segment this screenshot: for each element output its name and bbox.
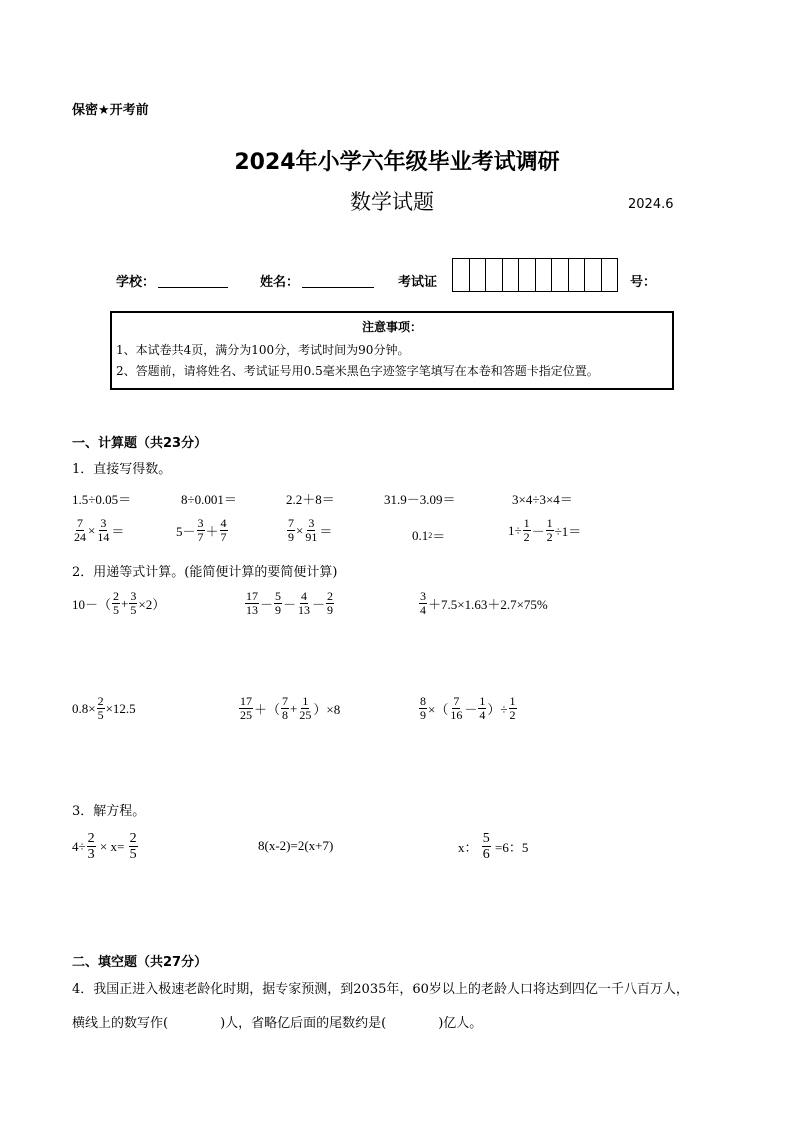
exam-id-cell[interactable] — [569, 259, 586, 291]
fraction: $\frac{1}{2}$ — [509, 694, 516, 722]
question-1-title: 1．直接写得数。 — [72, 462, 172, 477]
question-4-line-1: 4．我国正进入极速老龄化时期，据专家预测，到2035年，60岁以上的老龄人口将达到四亿一千八百万人， — [72, 982, 689, 997]
fraction: $\frac{1}{4}$ — [479, 694, 486, 722]
exam-id-label: 考试证 — [398, 275, 438, 290]
fraction: $\frac{2}{9}$ — [327, 589, 334, 617]
fraction: $\frac{3}{4}$ — [420, 589, 426, 617]
question-3-title: 3．解方程。 — [72, 804, 146, 819]
calc-item: 8÷0.001＝ — [181, 492, 237, 507]
calc-item: 3×4÷3×4＝ — [512, 492, 573, 507]
school-label: 学校： — [116, 275, 156, 290]
name-label: 姓名： — [260, 275, 300, 290]
fraction: $\frac{3}{7}$ — [197, 516, 204, 544]
question-4-line-2: 横线上的数写作( )人，省略亿后面的尾数约是( )亿人。 — [72, 1016, 483, 1031]
question-2-title: 2．用递等式计算。(能简便计算的要简便计算) — [72, 565, 338, 580]
calc-item: 5－ $\frac{3}{7}$ ＋ $\frac{4}{7}$ — [176, 516, 227, 544]
exam-id-cell[interactable] — [602, 259, 618, 291]
calc-item: $\frac{17}{13}$ － $\frac{5}{9}$ － $\frac{4}{13}$ － $\frac{2}{9}$ — [246, 589, 334, 617]
equation-item: 4÷ $\frac{2}{3}$ × x= $\frac{2}{5}$ — [72, 831, 137, 862]
calc-item: 1.5÷0.05＝ — [72, 492, 132, 507]
fraction: $\frac{5}{6}$ — [482, 831, 490, 862]
section-2-title: 二、填空题（共27分） — [72, 955, 208, 970]
calc-item: 31.9－3.09＝ — [384, 492, 456, 507]
exam-id-cell[interactable] — [470, 259, 487, 291]
fraction: $\frac{1}{2}$ — [523, 516, 530, 544]
fraction: $\frac{2}{3}$ — [87, 831, 95, 862]
calc-item: $\frac{17}{25}$ ＋（ $\frac{7}{8}$ + $\frac{1}{25}$ ）×8 — [240, 694, 341, 722]
exam-id-cell[interactable] — [536, 259, 553, 291]
notice-box — [110, 311, 674, 390]
fraction: $\frac{1}{25}$ — [299, 694, 312, 722]
exam-id-cell[interactable] — [486, 259, 503, 291]
exam-id-cell[interactable] — [585, 259, 602, 291]
fraction: $\frac{1}{2}$ — [546, 516, 553, 544]
confidential-label: 保密★开考前 — [72, 103, 149, 118]
fraction: $\frac{3}{91}$ — [305, 516, 318, 544]
fraction: $\frac{8}{9}$ — [420, 694, 426, 722]
school-blank[interactable] — [158, 287, 228, 288]
calc-item: $\frac{3}{4}$ ＋7.5×1.63＋2.7×75% — [420, 589, 548, 617]
calc-item: $\frac{7}{9}$ × $\frac{3}{91}$ ＝ — [288, 516, 333, 544]
equation-item: 8(x-2)=2(x+7) — [258, 838, 334, 853]
calc-item: $\frac{8}{9}$ ×（ $\frac{7}{16}$ － $\frac{1}{4}$ ）÷ $\frac{1}{2}$ — [420, 694, 516, 722]
fraction: $\frac{2}{5}$ — [97, 694, 104, 722]
exam-subtitle: 数学试题 — [350, 190, 434, 214]
notice-line: 1、本试卷共4页，满分为100分，考试时间为90分钟。 — [116, 343, 410, 357]
fraction: $\frac{7}{8}$ — [282, 694, 289, 722]
fraction: $\frac{5}{9}$ — [275, 589, 282, 617]
calc-item: $\frac{7}{24}$ × $\frac{3}{14}$ ＝ — [74, 516, 125, 544]
calc-item: 0.1 2 ＝ — [412, 527, 446, 544]
fraction: $\frac{17}{13}$ — [246, 589, 258, 617]
name-blank[interactable] — [302, 287, 374, 288]
exam-date: 2024.6 — [628, 197, 674, 212]
fraction: $\frac{3}{14}$ — [97, 516, 110, 544]
fraction: $\frac{2}{5}$ — [129, 831, 137, 862]
exam-id-grid[interactable] — [452, 258, 618, 292]
fraction: $\frac{7}{9}$ — [288, 516, 294, 544]
notice-line: 2、答题前，请将姓名、考试证号用0.5毫米黑色字迹签字笔填写在本卷和答题卡指定位置。 — [116, 364, 599, 378]
exam-id-cell[interactable] — [453, 259, 470, 291]
fraction: $\frac{7}{16}$ — [450, 694, 463, 722]
fraction: $\frac{3}{5}$ — [130, 589, 137, 617]
exam-title: 2024年小学六年级毕业考试调研 — [234, 150, 560, 175]
fraction: $\frac{4}{7}$ — [220, 516, 227, 544]
section-1-title: 一、计算题（共23分） — [72, 436, 208, 451]
fraction: $\frac{2}{5}$ — [113, 589, 120, 617]
fraction: $\frac{7}{24}$ — [74, 516, 86, 544]
notice-title: 注意事项： — [361, 320, 422, 334]
fraction: $\frac{17}{25}$ — [240, 694, 252, 722]
exam-id-cell[interactable] — [503, 259, 520, 291]
exam-id-cell[interactable] — [552, 259, 569, 291]
equation-item: x： $\frac{5}{6}$ =6：5 — [458, 831, 529, 862]
exam-id-cell[interactable] — [519, 259, 536, 291]
number-label: 号： — [630, 275, 657, 290]
fraction: $\frac{4}{13}$ — [298, 589, 311, 617]
calc-item: 10－（ $\frac{2}{5}$ + $\frac{3}{5}$ ×2） — [72, 589, 166, 617]
calc-item: 0.8× $\frac{2}{5}$ ×12.5 — [72, 694, 136, 722]
calc-item: 1÷ $\frac{1}{2}$ － $\frac{1}{2}$ ÷1＝ — [508, 516, 582, 544]
calc-item: 2.2＋8＝ — [286, 492, 335, 507]
